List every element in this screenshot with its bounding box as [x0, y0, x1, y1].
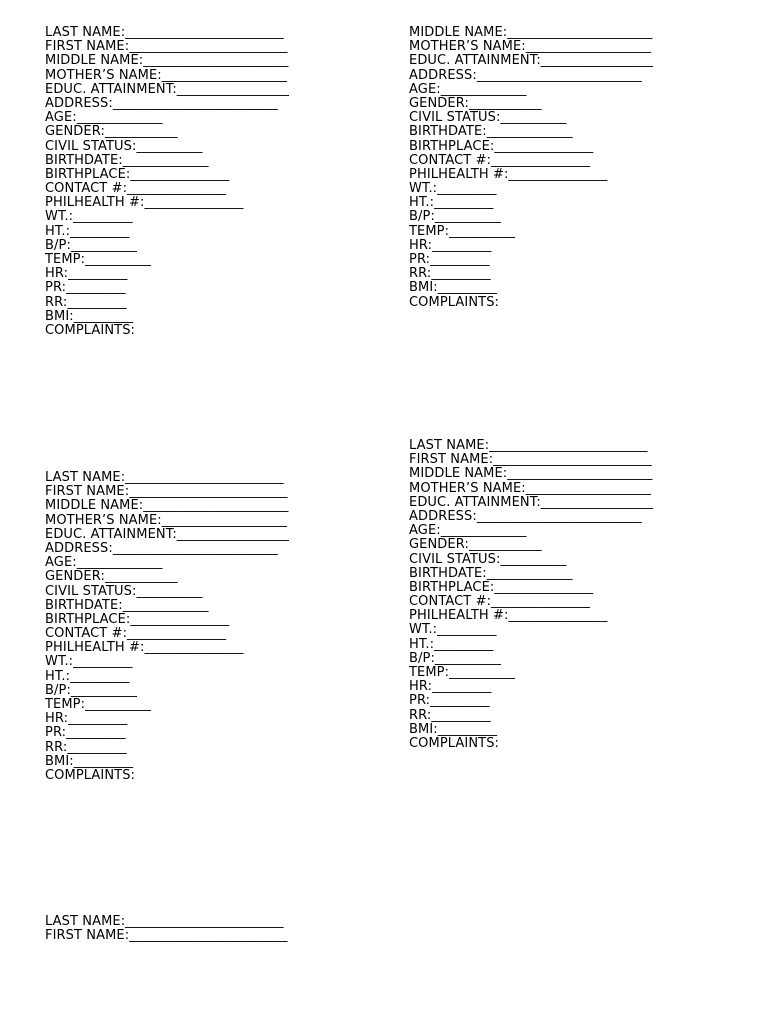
form-field-line: BIRTHDATE:_____________	[409, 565, 573, 581]
form-field-line: RR:_________	[45, 739, 127, 755]
form-field-line: WT.:_________	[45, 654, 133, 670]
form-field-line: EDUC. ATTAINMENT:_________________	[45, 81, 290, 97]
form-field-line: PR:_________	[45, 280, 126, 296]
form-field-line: HT.:_________	[45, 668, 130, 684]
form-field-line: TEMP:__________	[409, 223, 516, 239]
form-field-line: B/P:__________	[45, 682, 137, 698]
form-field-line: GENDER:___________	[409, 95, 542, 111]
form-field-line: MIDDLE NAME:______________________	[409, 25, 653, 40]
form-field-line: LAST NAME:________________________	[45, 470, 284, 485]
form-field-line: FIRST NAME:________________________	[45, 928, 288, 944]
form-field-line: PHILHEALTH #:_______________	[45, 195, 244, 211]
form-field-line: PR:_________	[45, 725, 126, 741]
form-field-line: BMI:_________	[45, 753, 134, 769]
form-field-line: HT.:_________	[45, 223, 130, 239]
form-field-line: ADDRESS:_________________________	[409, 67, 642, 83]
form-field-line: LAST NAME:________________________	[409, 438, 648, 453]
form-field-line: BIRTHDATE:_____________	[45, 152, 209, 168]
form-field-line: WT.:_________	[45, 209, 133, 225]
form-field-line: EDUC. ATTAINMENT:_________________	[409, 494, 654, 510]
form-field-line: LAST NAME:________________________	[45, 25, 284, 40]
form-field-line: HT.:_________	[409, 636, 494, 652]
form-field-line: BIRTHDATE:_____________	[45, 597, 209, 613]
form-field-line: CONTACT #:_______________	[45, 181, 227, 197]
form-field-line: B/P:__________	[409, 209, 501, 225]
form-field-line: BIRTHPLACE:_______________	[409, 579, 594, 595]
form-field-line: B/P:__________	[45, 237, 137, 253]
form-field-line: BIRTHPLACE:_______________	[45, 166, 230, 182]
form-field-line: COMPLAINTS:	[409, 294, 500, 310]
form-field-line: AGE:_____________	[409, 523, 527, 539]
form-field-line: BMI:_________	[409, 280, 498, 296]
form-field-line: AGE:_____________	[409, 81, 527, 97]
form-field-line: B/P:__________	[409, 650, 501, 666]
form-field-line: PHILHEALTH #:_______________	[409, 608, 608, 624]
form-field-line: HT.:_________	[409, 195, 494, 211]
form-field-line: EDUC. ATTAINMENT:_________________	[45, 526, 290, 542]
form-field-line: GENDER:___________	[409, 537, 542, 553]
form-field-line: MIDDLE NAME:______________________	[45, 498, 289, 514]
form-field-line: WT.:_________	[409, 622, 497, 638]
form-field-line: PHILHEALTH #:_______________	[409, 166, 608, 182]
form-field-line: PHILHEALTH #:_______________	[45, 640, 244, 656]
form-field-line: WT.:_________	[409, 181, 497, 197]
form-field-line: MOTHER’S NAME:___________________	[409, 480, 652, 496]
form-field-line: ADDRESS:_________________________	[45, 540, 278, 556]
form-field-line: CIVIL STATUS:__________	[45, 138, 203, 154]
form-field-line: AGE:_____________	[45, 110, 163, 126]
form-field-line: BMI:_________	[409, 721, 498, 737]
form-field-line: HR:_________	[45, 711, 128, 727]
form-field-line: ADDRESS:_________________________	[45, 95, 278, 111]
form-field-line: RR:_________	[45, 294, 127, 310]
form-field-line: CONTACT #:_______________	[409, 594, 591, 610]
patient-form-middle-right	[409, 439, 653, 751]
form-field-line: FIRST NAME:________________________	[45, 484, 288, 500]
form-field-line: FIRST NAME:________________________	[409, 452, 652, 468]
form-field-line: CONTACT #:_______________	[409, 152, 591, 168]
form-field-line: ADDRESS:_________________________	[409, 508, 642, 524]
form-field-line: GENDER:___________	[45, 124, 178, 140]
form-field-line: HR:_________	[45, 266, 128, 282]
form-field-line: CIVIL STATUS:__________	[409, 110, 567, 126]
form-field-line: CIVIL STATUS:__________	[409, 551, 567, 567]
form-field-line: BIRTHPLACE:_______________	[409, 138, 594, 154]
form-field-line: CIVIL STATUS:__________	[45, 583, 203, 599]
patient-form-top-right	[409, 26, 653, 310]
form-field-line: RR:_________	[409, 266, 491, 282]
form-field-line: HR:_________	[409, 679, 492, 695]
form-field-line: MIDDLE NAME:______________________	[45, 53, 289, 69]
form-field-line: PR:_________	[409, 693, 490, 709]
form-field-line: FIRST NAME:________________________	[45, 39, 288, 55]
form-field-line: BIRTHPLACE:_______________	[45, 611, 230, 627]
patient-form-top-left	[45, 26, 289, 338]
form-field-line: COMPLAINTS:	[45, 322, 136, 338]
form-field-line: CONTACT #:_______________	[45, 626, 227, 642]
form-field-line: TEMP:__________	[45, 252, 152, 267]
form-field-line: MOTHER’S NAME:___________________	[45, 512, 288, 528]
form-field-line: TEMP:__________	[409, 665, 516, 680]
form-field-line: LAST NAME:________________________	[45, 914, 284, 929]
form-field-line: AGE:_____________	[45, 555, 163, 571]
form-field-line: EDUC. ATTAINMENT:_________________	[409, 53, 654, 69]
form-field-line: COMPLAINTS:	[45, 767, 136, 783]
form-field-line: MOTHER’S NAME:___________________	[409, 39, 652, 55]
patient-form-middle-left	[45, 471, 289, 783]
form-field-line: TEMP:__________	[45, 697, 152, 712]
form-field-line: HR:_________	[409, 237, 492, 253]
form-field-line: MOTHER’S NAME:___________________	[45, 67, 288, 83]
form-field-line: MIDDLE NAME:______________________	[409, 466, 653, 482]
form-field-line: COMPLAINTS:	[409, 735, 500, 751]
form-field-line: BIRTHDATE:_____________	[409, 124, 573, 140]
form-field-line: GENDER:___________	[45, 569, 178, 585]
form-field-line: BMI:_________	[45, 308, 134, 324]
patient-form-bottom-left	[45, 915, 288, 943]
form-field-line: PR:_________	[409, 252, 490, 267]
form-field-line: RR:_________	[409, 707, 491, 723]
